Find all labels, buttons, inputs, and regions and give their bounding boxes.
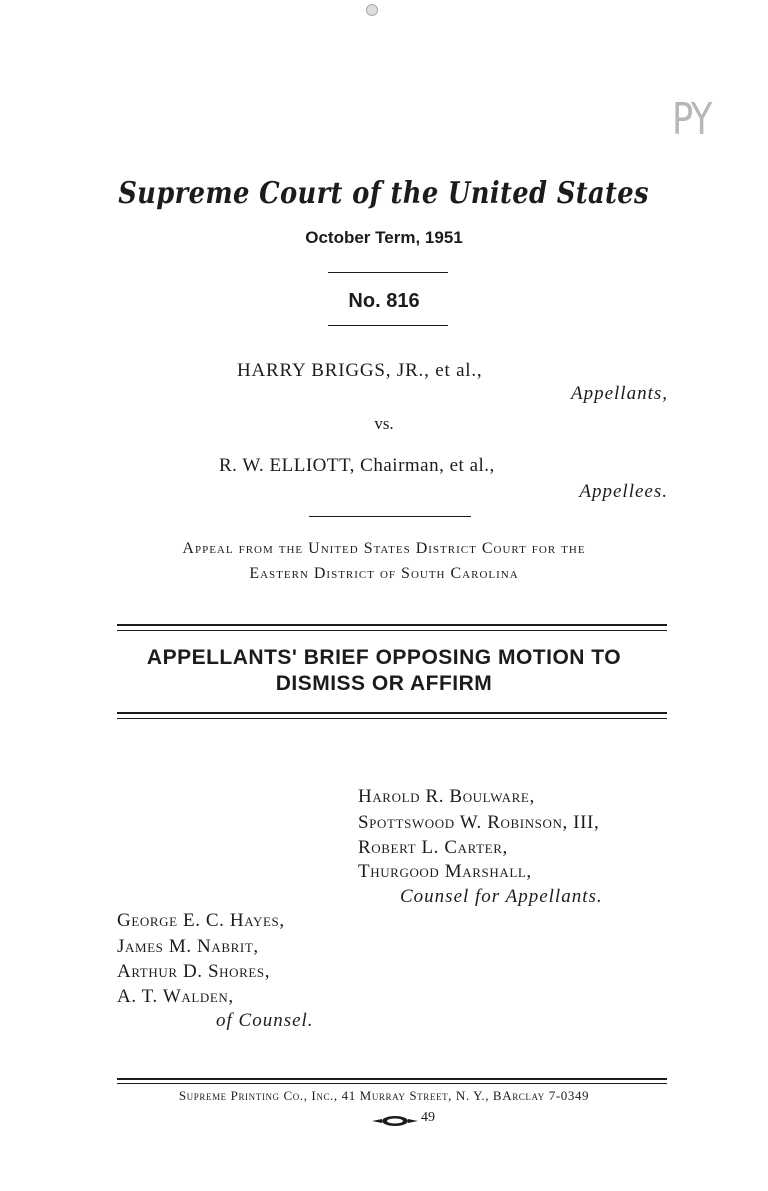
of-counsel-label: of Counsel. xyxy=(216,1010,314,1031)
term: October Term, 1951 xyxy=(305,228,463,247)
counsel-label: Counsel for Appellants. xyxy=(400,886,603,907)
appellant-party: HARRY BRIGGS, JR., et al., xyxy=(237,360,483,381)
court-title: Supreme Court of the United States xyxy=(118,176,650,211)
rule-mid xyxy=(309,516,471,517)
rule-top xyxy=(328,272,448,273)
versus: vs. xyxy=(374,414,394,433)
double-rule-2b xyxy=(117,718,667,719)
of-counsel-name-1: George E. C. Hayes, xyxy=(117,910,285,931)
counsel-name-4: Thurgood Marshall, xyxy=(358,861,532,882)
counsel-name-1: Harold R. Boulware, xyxy=(358,786,535,807)
of-counsel-name-2: James M. Nabrit, xyxy=(117,936,259,957)
appellant-role: Appellants, xyxy=(570,383,668,404)
union-bug-icon xyxy=(372,1112,418,1124)
appeal-line-2: Eastern District of South Carolina xyxy=(249,565,519,582)
page-number: 49 xyxy=(421,1110,435,1125)
brief-title-line-1: APPELLANTS' BRIEF OPPOSING MOTION TO xyxy=(146,646,622,669)
double-rule-1b xyxy=(117,630,667,631)
rule-bottom xyxy=(328,325,448,326)
brief-title-line-2: DISMISS OR AFFIRM xyxy=(275,672,493,695)
printer-line: Supreme Printing Co., Inc., 41 Murray Street, N. Y., BArclay 7-0349 xyxy=(178,1088,590,1103)
double-rule-1a xyxy=(117,624,667,626)
case-number: No. 816 xyxy=(348,290,420,312)
counsel-name-2: Spottswood W. Robinson, III, xyxy=(358,812,600,833)
appeal-line-1: Appeal from the United States District Court for the xyxy=(182,540,586,557)
footer-rule-a xyxy=(117,1078,667,1080)
appellee-party: R. W. ELLIOTT, Chairman, et al., xyxy=(219,455,495,476)
punch-hole xyxy=(366,4,378,16)
of-counsel-name-4: A. T. Walden, xyxy=(117,986,234,1007)
of-counsel-name-3: Arthur D. Shores, xyxy=(117,961,271,982)
appellee-role: Appellees. xyxy=(579,481,668,502)
counsel-name-3: Robert L. Carter, xyxy=(358,837,508,858)
stamp-mark: PY xyxy=(672,94,711,145)
footer-rule-b xyxy=(117,1083,667,1084)
double-rule-2a xyxy=(117,712,667,714)
court-title-wrap xyxy=(0,176,768,211)
